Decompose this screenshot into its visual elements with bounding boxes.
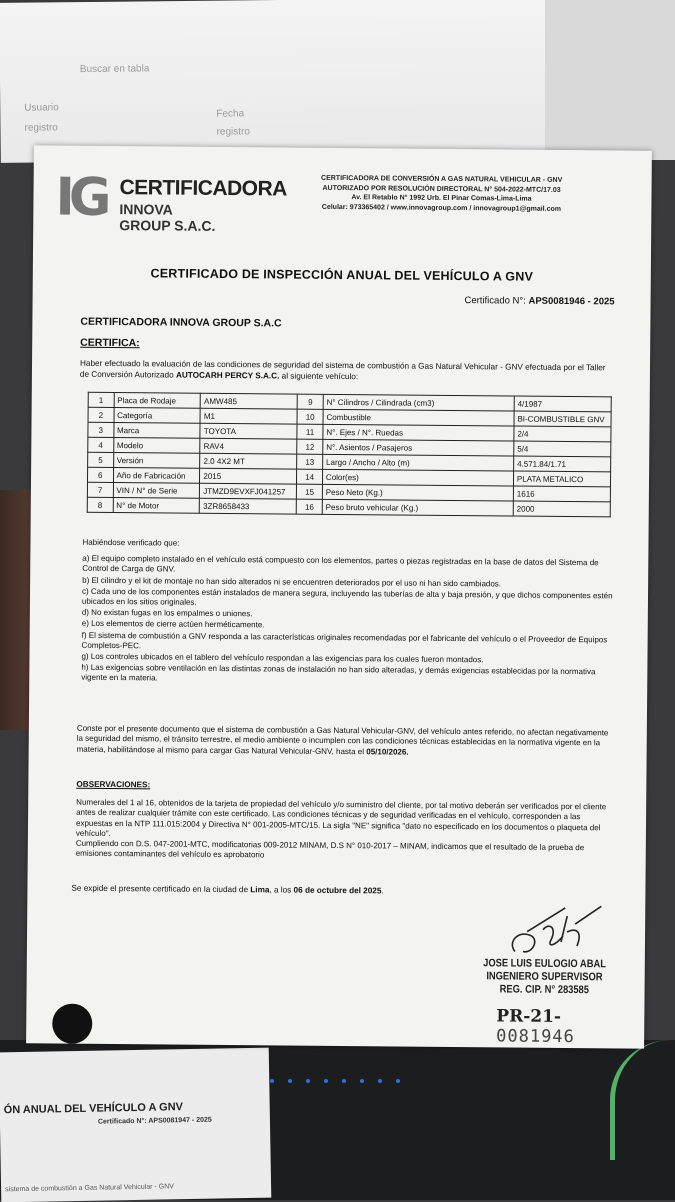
signer-name: JOSE LUIS EULOGIO ABAL <box>483 957 606 971</box>
header-info <box>291 174 591 215</box>
field-value: M1 <box>200 408 297 424</box>
field-value: 2/4 <box>514 426 611 442</box>
background-user-label: Usuario <box>24 102 59 114</box>
field-label: N° Cilindros / Cilindrada (cm3) <box>323 394 514 411</box>
background-date-label-2: registro <box>216 126 250 138</box>
certificate-number-label: Certificado N°: <box>464 295 526 307</box>
background-paper-top <box>0 0 561 163</box>
field-number: 12 <box>297 439 323 454</box>
field-value: PLATA METALICO <box>513 471 610 487</box>
background-bottom-title: ÓN ANUAL DEL VEHÍCULO A GNV <box>3 1101 184 1117</box>
field-value: RAV4 <box>200 438 297 454</box>
company-name: CERTIFICADORA INNOVA GROUP S.A.C <box>80 315 282 330</box>
vehicle-table-row <box>87 497 610 517</box>
intro-part2: al siguiente vehículo: <box>279 370 359 381</box>
handwritten-signature <box>505 901 606 962</box>
conste-paragraph <box>77 724 617 760</box>
issued-part2: , a los <box>269 885 294 895</box>
field-value: 2015 <box>200 468 297 484</box>
field-number: 13 <box>297 454 323 469</box>
observaciones-heading: OBSERVACIONES: <box>76 779 151 790</box>
verification-item: d) No existan fugas en los empalmes o uniones. <box>81 607 253 619</box>
field-label: Largo / Ancho / Alto (m) <box>323 454 514 471</box>
field-label: Categoría <box>114 408 201 424</box>
background-search-text: Buscar en tabla <box>79 63 150 76</box>
field-value: 4.571.84/1.71 <box>514 456 611 472</box>
background-paper-bottom <box>0 1048 271 1202</box>
signature-block <box>481 957 609 997</box>
background-date-label: Fecha <box>216 108 245 120</box>
field-value: 2.0 4X2 MT <box>200 453 297 469</box>
certifica-heading: CERTIFICA: <box>80 336 140 350</box>
field-number: 5 <box>88 452 114 467</box>
logo-letters: IG <box>55 167 106 228</box>
issued-date: 06 de octubre del 2025 <box>293 885 382 896</box>
observaciones-section <box>76 798 617 864</box>
verification-item: b) El cilindro y el kit de montaje no han sido alterados ni se encuentren deteriorados por el uso ni han sido cambiados. <box>82 575 502 589</box>
field-number: 15 <box>297 484 323 499</box>
field-value: 4/1987 <box>514 396 611 412</box>
field-value: AMW485 <box>200 393 297 409</box>
serial-number <box>496 1006 644 1047</box>
field-value: 3ZR8658433 <box>200 498 297 514</box>
issued-part3: . <box>381 886 384 896</box>
document-title: CERTIFICADO DE INSPECCIÓN ANUAL DEL VEHÍCULO A GNV <box>150 266 534 284</box>
field-number: 4 <box>88 437 114 452</box>
field-number: 14 <box>297 469 323 484</box>
punch-hole <box>52 1004 92 1044</box>
header-info-line2: AUTORIZADO POR RESOLUCIÓN DIRECTORAL N° 504-2022-MTC/17.03 <box>322 184 561 194</box>
field-number: 3 <box>88 422 114 437</box>
field-label: Año de Fabricación <box>113 468 200 484</box>
field-number: 8 <box>87 497 113 512</box>
field-number: 9 <box>298 394 324 409</box>
field-number: 16 <box>297 499 323 514</box>
field-value: 1616 <box>513 486 610 502</box>
field-number: 6 <box>87 467 113 482</box>
field-value: JTMZD9EVXFJ041257 <box>200 483 297 499</box>
field-number: 10 <box>297 409 323 424</box>
verification-item: e) Los elementos de cierre actúen herméticamente. <box>81 619 265 630</box>
verification-item: a) El equipo completo instalado en el vehículo está compuesto con los elementos, partes o piezas registradas en la base de datos del Sistema de Control de Carga de GNV. <box>82 553 599 574</box>
field-label: N°. Asientos / Pasajeros <box>323 439 514 456</box>
signer-registration: REG. CIP. N° 283585 <box>499 983 590 997</box>
intro-taller: AUTOCARH PERCY S.A.C. <box>175 370 280 380</box>
background-bottom-footer: sistema de combustión a Gas Natural Vehicular - GNV <box>5 1183 175 1194</box>
issued-statement <box>71 884 383 896</box>
verification-item: g) Los controles ubicados en el tablero del vehículo respondan a las exigencias para los cuales fueron montados. <box>81 651 484 665</box>
field-label: N°. Ejes / N°. Ruedas <box>323 424 514 441</box>
header-info-line1: CERTIFICADORA DE CONVERSIÓN A GAS NATURAL VEHICULAR - GNV <box>320 174 563 184</box>
field-value: 5/4 <box>514 441 611 457</box>
company-logo <box>55 167 287 234</box>
field-number: 1 <box>88 392 114 407</box>
intro-paragraph <box>80 359 610 385</box>
serial-prefix: PR-21- <box>496 1006 562 1027</box>
field-label: N° de Motor <box>113 498 200 514</box>
field-label: VIN / N° de Serie <box>113 483 200 499</box>
verification-heading: Habiéndose verificado que: <box>82 537 180 548</box>
field-label: Placa de Rodaje <box>114 393 201 409</box>
intro-part1: Haber efectuado la evaluación de las condiciones de seguridad del sistema de combustión a Gas Natural Vehicular - GNV efectuada por el Taller de Conversión Autorizado <box>79 358 606 380</box>
field-number: 11 <box>297 424 323 439</box>
observaciones-p1: Numerales del 1 al 16, obtenidos de la tarjeta de propiedad del vehículo y/o suministro del cliente, por tal motivo deberán ser verificados por el cliente antes de realizar cualquier trámite con este certificado. Las condiciones técnicas y de seguridad verificadas en el vehículo, corresponden a las expuestas en la NTP 111.015:2004 y Directiva N° 001-2005-MTC/15. La sigla "NE" significa "dato no especificado en los documentos o plaqueta del vehículo". <box>75 797 607 838</box>
field-label: Peso Neto (Kg.) <box>322 484 513 501</box>
keyboard-lights <box>270 1075 600 1087</box>
field-label: Marca <box>113 423 200 439</box>
logo-name-line1: CERTIFICADORA <box>119 176 287 201</box>
header-info-line4: Celular: 973365402 / www.innovagroup.com / innovagroup1@gmail.com <box>321 203 562 213</box>
field-value: BI-COMBUSTIBLE GNV <box>514 411 611 427</box>
conste-date: 05/10/2026. <box>366 746 409 757</box>
background-bottom-cert: Certificado N°: APS0081947 - 2025 <box>97 1116 212 1126</box>
issued-city: Lima <box>250 885 270 895</box>
signer-role: INGENIERO SUPERVISOR <box>486 970 603 984</box>
field-number: 7 <box>87 482 113 497</box>
certificate-number <box>464 295 614 307</box>
conste-text: Conste por el presente documento que el sistema de combustión a Gas Natural Vehicular-GNV, del vehículo antes referido, no afectan negativamente la seguridad del mismo, el tránsito terrestre, el medio ambiente o incumplen con las condiciones técnicas establecidas en la normativa vigente en la materia, habilitándose al mismo para cargar Gas Natural Vehicular-GNV, hasta el <box>76 723 609 756</box>
serial-value: 0081946 <box>496 1026 575 1048</box>
field-value: 2000 <box>513 501 610 517</box>
header-info-line3: Av. El Retablo N° 1992 Urb. El Pinar Comas-Lima-Lima <box>351 194 532 203</box>
vehicle-table <box>87 392 612 518</box>
field-value: TOYOTA <box>200 423 297 439</box>
verification-item: c) Cada uno de los componentes están instalados de manera segura, incluyendo las tuberías de alta y baja presión, y que dichos componentes estén ubicados en los sitios originales. <box>81 586 613 607</box>
field-label: Color(es) <box>322 469 513 486</box>
verification-item: h) Las exigencias sobre ventilación en las distintas zonas de instalación no han sido alteradas, y demás exigencias establecidas por la normativa vigente en la materia. <box>81 662 596 683</box>
background-right-panel <box>545 0 675 160</box>
field-label: Versión <box>113 453 200 469</box>
certificate-document <box>26 145 652 1048</box>
field-number: 2 <box>88 407 114 422</box>
certificate-number-value: APS0081946 - 2025 <box>528 295 615 308</box>
field-label: Peso bruto vehicular (Kg.) <box>322 499 513 516</box>
logo-name-line2: INNOVA GROUP S.A.C. <box>119 201 216 234</box>
field-label: Modelo <box>113 438 200 454</box>
observaciones-p2: Cumpliendo con D.S. 047-2001-MTC, modificatorias 009-2012 MINAM, D.S N° 010-2017 – MINAM, indicamos que el resultado de la prueba de emisiones contaminantes del vehículo es aprobatorio <box>75 838 585 860</box>
issued-part1: Se expide el presente certificado en la ciudad de <box>71 883 251 895</box>
field-label: Combustible <box>323 409 514 426</box>
background-user-label-2: registro <box>24 122 58 134</box>
verification-section <box>81 538 622 689</box>
verification-item: f) El sistema de combustión a GNV responda a las características originales recomendadas por el fabricante del vehículo o el Proveedor de Equipos Completos-PEC. <box>81 630 608 651</box>
